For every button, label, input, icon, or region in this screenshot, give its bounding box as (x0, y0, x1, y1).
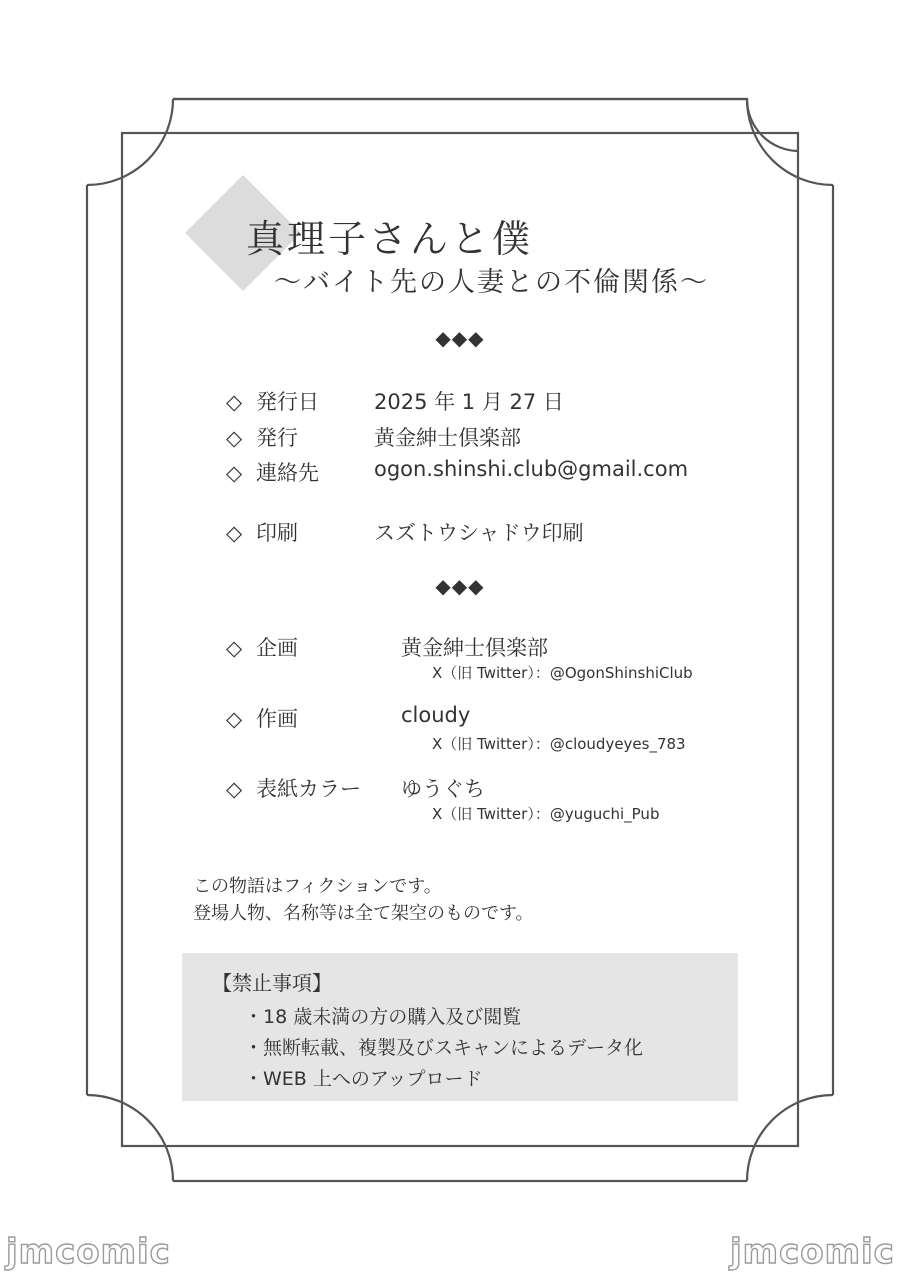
planning-row (226, 632, 298, 662)
cover-value: ゆうぐち (401, 777, 485, 801)
diamond-outline-icon: ◇ (226, 461, 243, 485)
planning-handle: X（旧 Twitter）：@OgonShinshiClub (432, 664, 693, 682)
watermark-right: jmcomic (730, 1232, 895, 1272)
printing-label: 印刷 (256, 521, 298, 545)
cover-label: 表紙カラー (256, 777, 361, 801)
diamond-outline-icon: ◇ (226, 777, 243, 801)
printing-row (226, 517, 298, 547)
diamond-outline-icon: ◇ (226, 707, 243, 731)
separator-middle: ◆◆◆ (435, 574, 485, 598)
issue-date-value: 2025 年 1 月 27 日 (374, 390, 564, 414)
prohibited-item: ・18 歳未満の方の購入及び閲覧 (244, 1006, 522, 1028)
art-label: 作画 (256, 707, 298, 731)
printing-value: スズトウシャドウ印刷 (374, 521, 584, 545)
contact-email: ogon.shinshi.club@gmail.com (374, 457, 689, 481)
publisher-row (226, 422, 298, 452)
book-title: 真理子さんと僕 (246, 217, 534, 261)
separator-top: ◆◆◆ (435, 326, 485, 350)
diamond-outline-icon: ◇ (226, 426, 243, 450)
prohibited-heading: 【禁止事項】 (212, 971, 332, 995)
planning-value: 黄金紳士倶楽部 (401, 636, 548, 660)
diamond-outline-icon: ◇ (226, 521, 243, 545)
art-row (226, 703, 298, 733)
cover-row (226, 773, 361, 803)
issue-date-label: 発行日 (256, 390, 319, 414)
prohibited-item: ・無断転載、複製及びスキャンによるデータ化 (244, 1037, 644, 1059)
art-value: cloudy (401, 703, 471, 727)
book-subtitle: 〜バイト先の人妻との不倫関係〜 (274, 267, 709, 298)
prohibited-item: ・WEB 上へのアップロード (244, 1068, 483, 1090)
planning-label: 企画 (256, 636, 298, 660)
fiction-note: この物語はフィクションです。 (193, 876, 442, 897)
diamond-outline-icon: ◇ (226, 636, 243, 660)
publisher-label: 発行 (256, 426, 298, 450)
publisher-value: 黄金紳士倶楽部 (374, 426, 521, 450)
fictional-names-note: 登場人物、名称等は全て架空のものです。 (193, 903, 534, 924)
diamond-outline-icon: ◇ (226, 390, 243, 414)
cover-handle: X（旧 Twitter）：@yuguchi_Pub (432, 805, 660, 823)
contact-label: 連絡先 (256, 461, 319, 485)
contact-row (226, 457, 319, 487)
watermark-left: jmcomic (6, 1232, 171, 1272)
issue-date-row (226, 386, 319, 416)
art-handle: X（旧 Twitter）：@cloudyeyes_783 (432, 735, 686, 753)
